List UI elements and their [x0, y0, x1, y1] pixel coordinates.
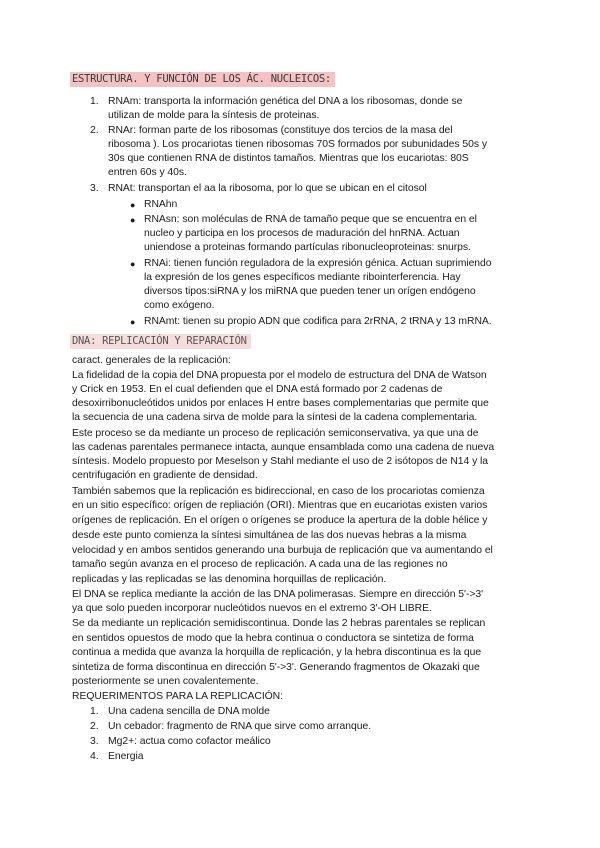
paragraph-line: sintetiza de forma discontinua en dirección 5'->3'. Generando fragmentos de Okazaki que: [72, 662, 480, 673]
paragraph-line: desoxirribonucleótidos unidos por enlaces H entre bases complementarias que permite que: [72, 398, 489, 409]
paragraph-line: continua a medida que avanza la horquilla de replicación, y la hebra discontinua es la que: [72, 647, 482, 658]
list-number: 2.: [90, 721, 99, 732]
list-number: 2.: [90, 125, 99, 136]
bullet-icon: ●: [130, 200, 136, 210]
bullet-item-line: uniendose a proteinas formando partículas ribonucleoproteinas: snurps.: [144, 242, 471, 253]
list-item-line: RNAr: forman parte de los ribosomas (constituye dos tercios de la masa del: [108, 125, 453, 136]
list-item-line: RNAm: transporta la información genética del DNA a los ribosomas, donde se: [108, 96, 463, 107]
list-item-line: RNAt: transportan el aa la ribosoma, por lo que se ubican en el citosol: [108, 183, 427, 194]
paragraph-line: centrifugación en gradiente de densidad.: [72, 470, 258, 481]
list-number: 3.: [90, 736, 99, 747]
requirement-item: Energia: [108, 751, 144, 762]
paragraph-line: velocidad y en ambos sentidos generando una burbuja de replicación que va aumentando el: [72, 545, 493, 556]
paragraph-line: orígenes de replicación. En el orígen o orígenes se produce la apertura de la doble hélice y: [72, 515, 488, 526]
paragraph-line: Este proceso se da mediante un proceso de replicación semiconservativa, ya que una de: [72, 428, 479, 439]
bullet-item-line: como exógeno.: [144, 300, 215, 311]
paragraph-line: las cadenas parentales permanece intacta, aunque ensamblada como una cadena de nueva: [72, 442, 495, 453]
list-item-line: entren 60s y 40s.: [108, 167, 187, 178]
section-heading-estructura: ESTRUCTURA. Y FUNCIÓN DE LOS ÁC. NUCLEICOS:: [70, 72, 335, 87]
paragraph-line: caract. generales de la replicación:: [72, 355, 231, 366]
paragraph-line: y Crick en 1953. En el cual defienden que el DNA está formado por 2 cadenas de: [72, 384, 443, 395]
list-number: 1.: [90, 706, 99, 717]
list-number: 1.: [90, 96, 99, 107]
paragraph-line: en un sitio específico: orígen de repliación (ORI). Mientras que en eucariotas existen varios: [72, 500, 488, 511]
bullet-icon: ●: [130, 215, 136, 225]
bullet-item-line: RNAhn: [144, 199, 178, 210]
paragraph-line: la secuencia de una cadena sirva de molde para la síntesi de la cadena complementaria.: [72, 412, 478, 423]
bullet-icon: ●: [130, 317, 136, 327]
requirement-item: Una cadena sencilla de DNA molde: [108, 706, 270, 717]
paragraph-line: posteriormente se unen covalentemente.: [72, 676, 259, 687]
list-item-line: 30s que contienen RNA de distintos tamaños. Mientras que los eucariotas: 80S: [108, 153, 469, 164]
bullet-item-line: RNAmt: tienen su propio ADN que codifica para 2rRNA, 2 tRNA y 13 mRNA.: [144, 316, 492, 327]
bullet-item-line: la expresión de los genes específicos mediante ribointerferencia. Hay: [144, 272, 461, 283]
paragraph-line: tamaño según avanza en el proceso de replicación. A cada una de las regiones no: [72, 559, 448, 570]
list-number: 4.: [90, 751, 99, 762]
bullet-item-line: RNAi: tienen función reguladora de la expresión génica. Actuan suprimiendo: [144, 258, 492, 269]
paragraph-line: Se da mediante un replicación semidiscontinua. Donde las 2 hebras parentales se replican: [72, 618, 486, 629]
paragraph-line: ya que solo pueden incorporar nucleótidos nuevos en el extremo 3'-OH LIBRE.: [72, 603, 432, 614]
list-item-line: utilizan de molde para la síntesis de proteinas.: [108, 110, 320, 121]
paragraph-line: en sentidos opuestos de modo que la hebra continua o conductora se sintetiza de forma: [72, 633, 474, 644]
bullet-item-line: diversos tipos:siRNA y los miRNA que pueden tener un orígen endógeno: [144, 286, 476, 297]
requirement-item: Mg2+: actua como cofactor meálico: [108, 736, 271, 747]
paragraph-line: La fidelidad de la copia del DNA propuesta por el modelo de estructura del DNA de Watson: [72, 370, 487, 381]
bullet-item-line: nucleo y participa en los procesos de maduración del hnRNA. Actuan: [144, 228, 460, 239]
bullet-icon: ●: [130, 259, 136, 269]
paragraph-line: También sabemos que la replicación es bidireccional, en caso de los procariotas comienza: [72, 486, 485, 497]
paragraph-line: REQUERIMENTOS PARA LA REPLICACIÓN:: [72, 691, 283, 702]
paragraph-line: síntesis. Modelo propuesto por Meselson y Stahl mediante el uso de 2 isótopos de N14 y la: [72, 456, 489, 467]
paragraph-line: replicadas y las replicadas se las denomina horquillas de replicación.: [72, 574, 387, 585]
bullet-item-line: RNAsn: son moléculas de RNA de tamaño peque que se encuentra en el: [144, 214, 477, 225]
paragraph-line: desde este punto comienza la síntesi simultánea de las dos nuevas hebras a la misma: [72, 530, 467, 541]
list-number: 3.: [90, 183, 99, 194]
paragraph-line: El DNA se replica mediante la acción de las DNA polimerasas. Siempre en dirección 5'->3': [72, 589, 484, 600]
section-heading-replicacion: DNA: REPLICACIÓN Y REPARACIÓN: [70, 334, 251, 349]
requirement-item: Un cebador: fragmento de RNA que sirve como arranque.: [108, 721, 372, 732]
list-item-line: ribosoma ). Los procariotas tienen ribosomas 70S formados por subunidades 50s y: [108, 139, 487, 150]
